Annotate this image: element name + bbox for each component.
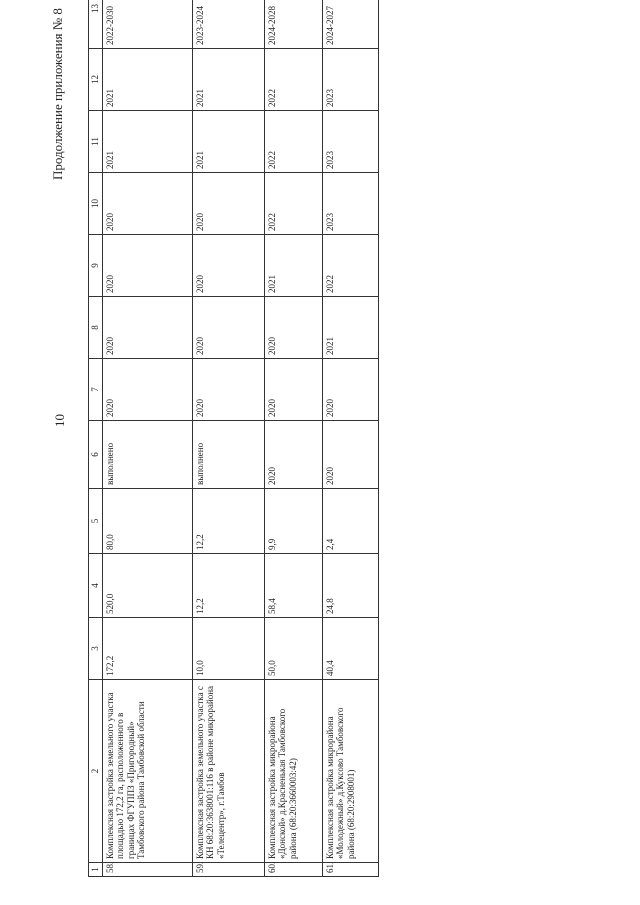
table-cell: 2020 [102, 235, 192, 297]
col-header-9: 9 [89, 235, 103, 297]
col-header-10: 10 [89, 173, 103, 235]
row-number: 60. [264, 863, 322, 877]
table-cell: 2020 [322, 359, 378, 421]
table-cell: 2020 [102, 297, 192, 359]
status-cell: выполнено [102, 421, 192, 489]
continuation-heading: Продолжение приложения № 8 [50, 8, 65, 180]
table-cell: 2021 [102, 49, 192, 111]
table-cell: 2023 [322, 173, 378, 235]
page-number: 10 [52, 414, 67, 427]
table-row [322, 0, 378, 877]
table-cell: 12,2 [192, 489, 264, 554]
table-cell: 2020 [322, 421, 378, 489]
row-number: 61. [322, 863, 378, 877]
table-cell: 12,2 [192, 554, 264, 618]
col-header-6: 6 [89, 421, 103, 489]
table-cell: 2020 [264, 297, 322, 359]
table-row [192, 0, 264, 877]
table-cell: 2020 [102, 359, 192, 421]
project-name: Комплексная застройка микрорайона «Донской» д.Красненькая Тамбовского района (68:20:3660003:42) [264, 680, 322, 863]
table-cell: 9,9 [264, 489, 322, 554]
table-cell: 2022 [322, 235, 378, 297]
table-cell: 50,0 [264, 618, 322, 680]
project-name: Комплексная застройка микрорайона «Молодежный» д.Куксово Тамбовского района (68:20:2908001) [322, 680, 378, 863]
col-header-8: 8 [89, 297, 103, 359]
table-row [264, 0, 322, 877]
table-cell: 2023 [322, 111, 378, 173]
table-cell: 58,4 [264, 554, 322, 618]
table-cell: 2023-2024 [192, 0, 264, 49]
table-cell: 2024-2028 [264, 0, 322, 49]
table-cell: 80,0 [102, 489, 192, 554]
col-header-11: 11 [89, 111, 103, 173]
table-cell: 2020 [264, 421, 322, 489]
table-cell: 2021 [264, 235, 322, 297]
col-header-12: 12 [89, 49, 103, 111]
table-cell: 2020 [102, 173, 192, 235]
col-header-2: 2 [89, 680, 103, 863]
table-cell: 2022 [264, 173, 322, 235]
table-cell: 2021 [192, 49, 264, 111]
row-number: 59. [192, 863, 264, 877]
table-cell: 10,0 [192, 618, 264, 680]
table-row [102, 0, 192, 877]
table-cell: 2023 [322, 49, 378, 111]
table-cell: 520,0 [102, 554, 192, 618]
appendix-table [88, 0, 379, 877]
column-number-row [89, 0, 103, 877]
table-cell: 2020 [264, 359, 322, 421]
table-cell: 2,4 [322, 489, 378, 554]
table-cell: 24,8 [322, 554, 378, 618]
table-cell: 2021 [102, 111, 192, 173]
table-cell: 2020 [192, 173, 264, 235]
col-header-3: 3 [89, 618, 103, 680]
table-cell: 2020 [192, 235, 264, 297]
col-header-1: 1 [89, 863, 103, 877]
col-header-13: 13 [89, 0, 103, 49]
col-header-4: 4 [89, 554, 103, 618]
table-cell: 2020 [192, 359, 264, 421]
col-header-7: 7 [89, 359, 103, 421]
row-number: 58. [102, 863, 192, 877]
table-cell: 2021 [192, 111, 264, 173]
table-cell: 2022-2030 [102, 0, 192, 49]
project-name: Комплексная застройка земельного участка с КН 68:20:3638001:116 в районе микрорайона «Телецентр», г.Тамбов [192, 680, 264, 863]
table-cell: 2021 [322, 297, 378, 359]
table-cell: 2022 [264, 49, 322, 111]
table-cell: 2024-2027 [322, 0, 378, 49]
table-cell: 40,4 [322, 618, 378, 680]
table-cell: 2022 [264, 111, 322, 173]
project-name: Комплексная застройка земельного участка площадью 172,2 га, расположенного в границах ФГУППЗ «Пригородный» Тамбовского района Тамбовской области [102, 680, 192, 863]
table-cell: 172,2 [102, 618, 192, 680]
status-cell: выполнено [192, 421, 264, 489]
col-header-5: 5 [89, 489, 103, 554]
table-cell: 2020 [192, 297, 264, 359]
